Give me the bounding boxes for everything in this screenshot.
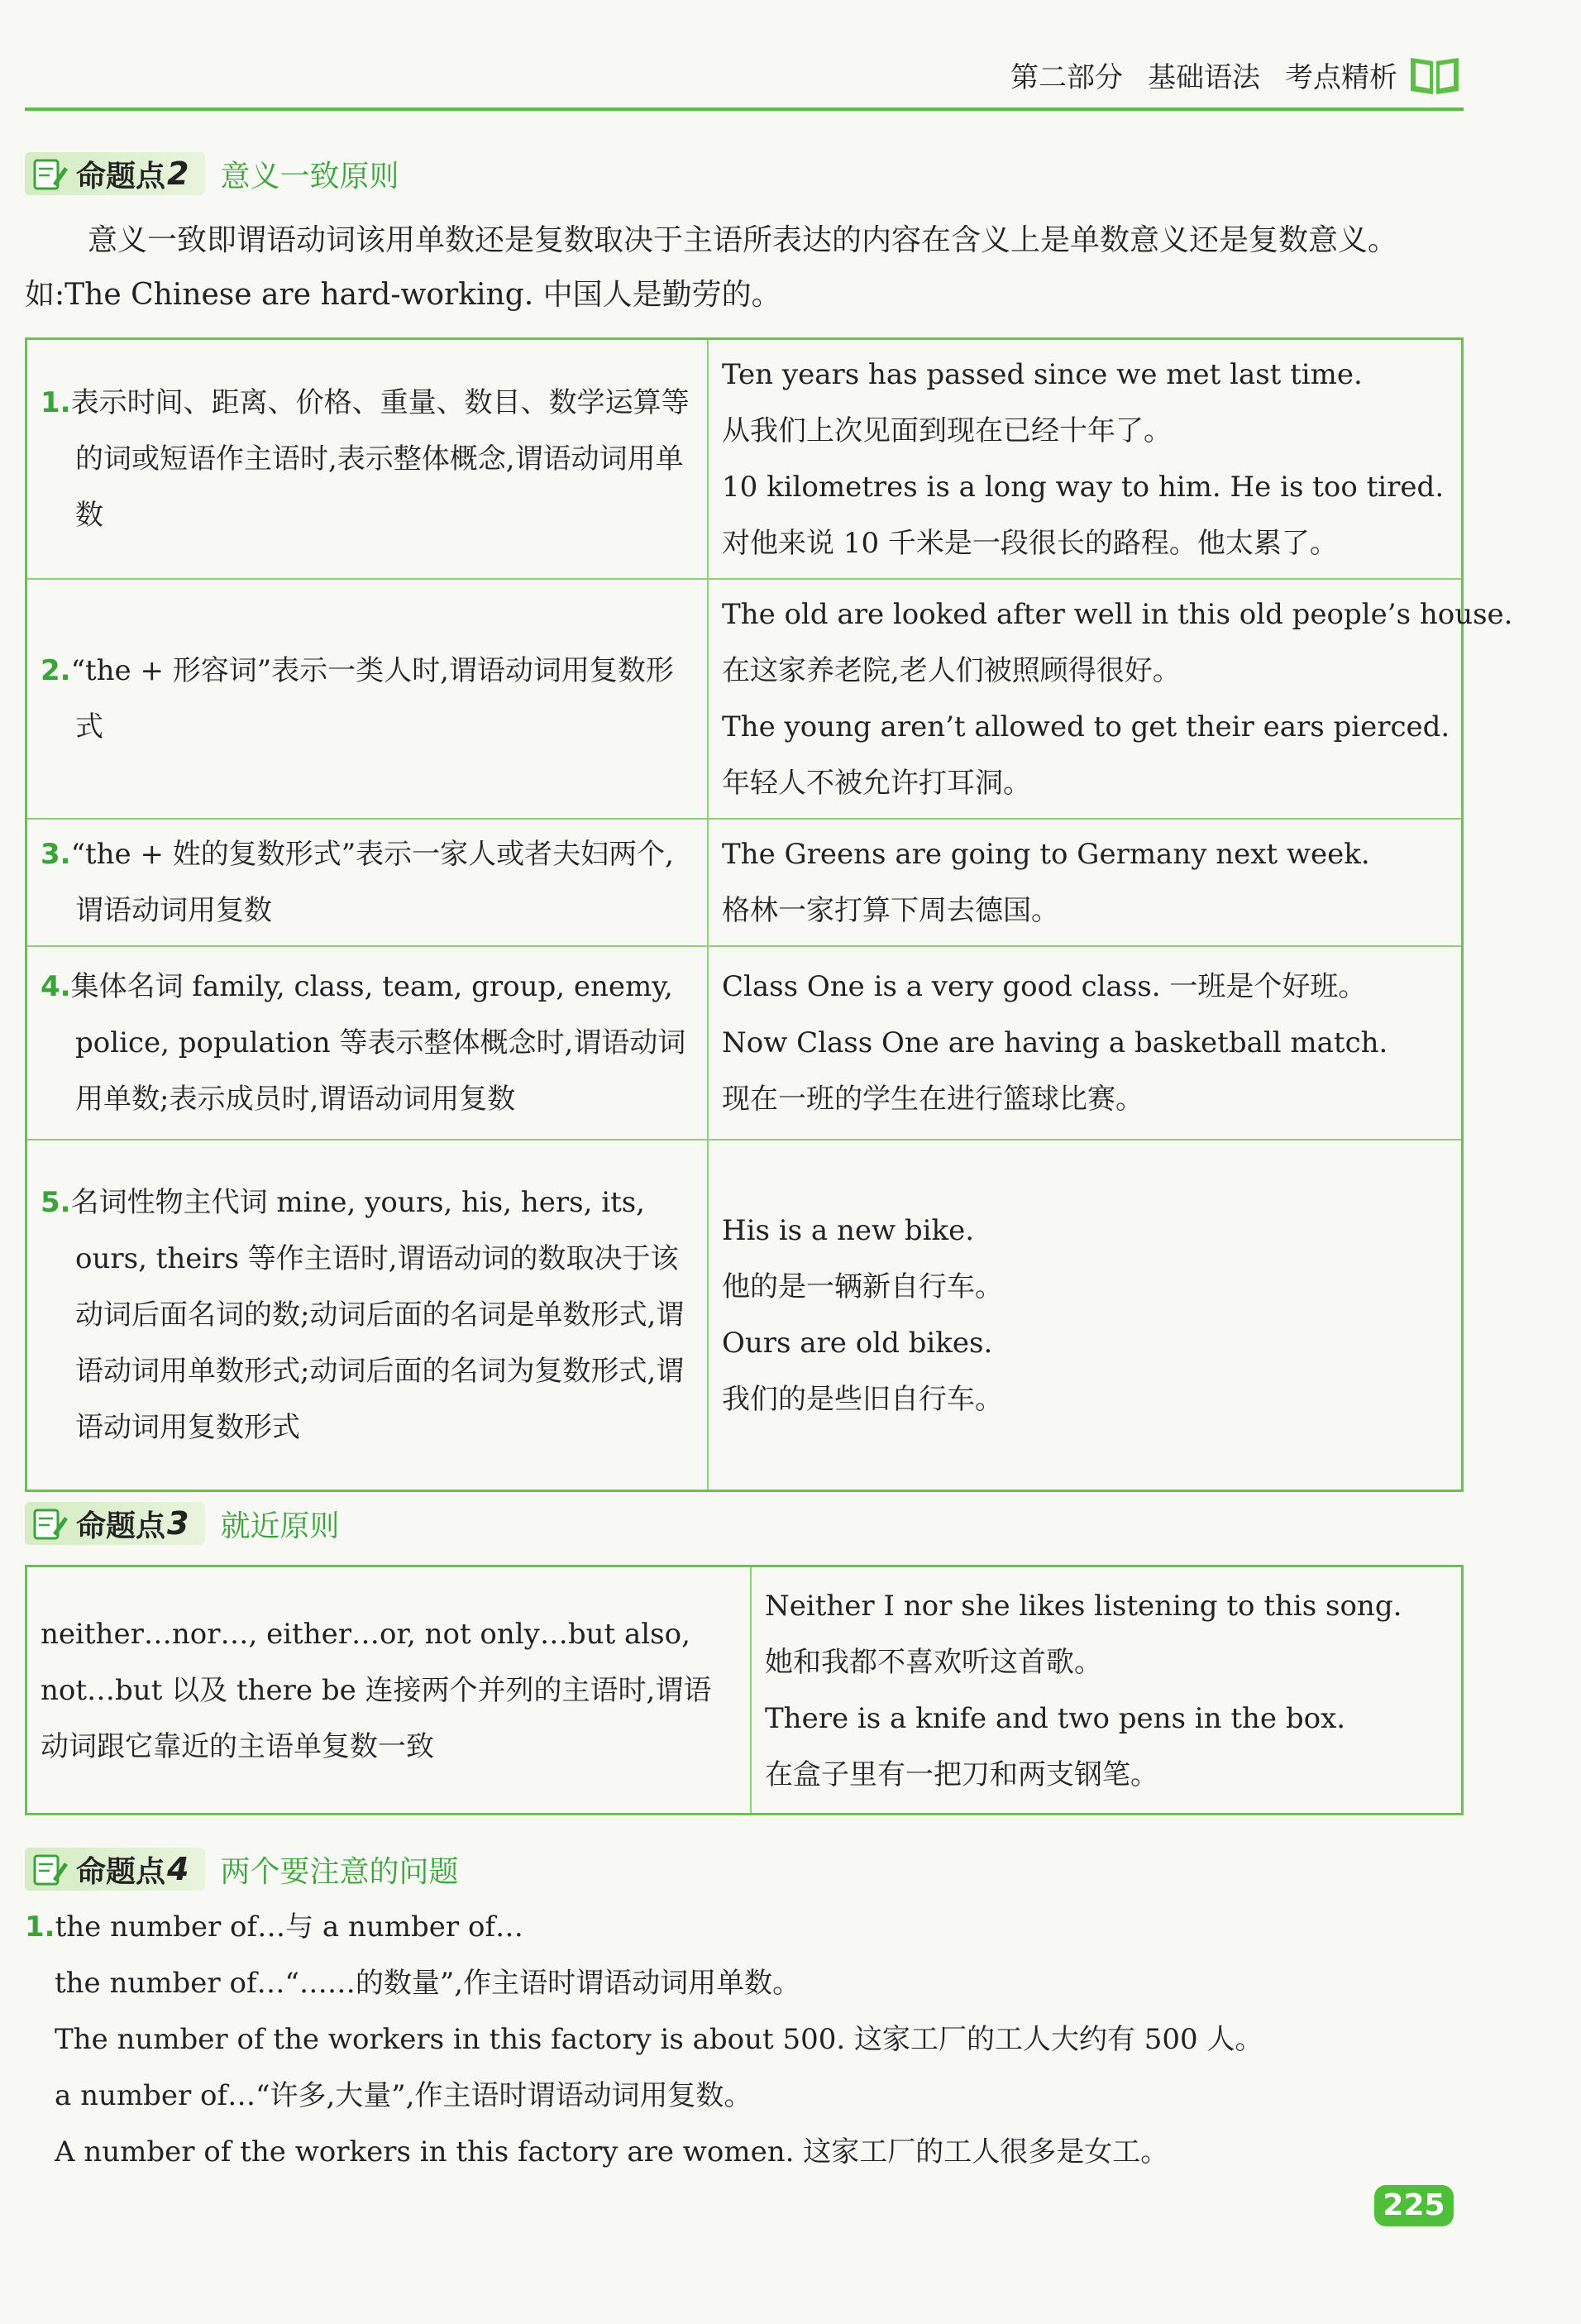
- header-breadcrumb: [1010, 55, 1397, 95]
- section-number: 4: [167, 1851, 189, 1887]
- example-line: There is a knife and two pens in the box.: [765, 1701, 1346, 1735]
- example-line: The old are looked after well in this old people’s house.: [722, 598, 1513, 631]
- header-divider: [25, 108, 1464, 111]
- rule-cell: [26, 339, 709, 580]
- example-line: Ten years has passed since we met last time.: [722, 358, 1363, 391]
- rule-text: 名词性物主代词 mine, yours, his, hers, its, ours, theirs 等作主语时,谓语动词的数取决于该动词后面名词的数;动词后面的名词是单数形式,谓语动词用单数形式;动词后面的名词为复数形式,谓语动词用复数形式: [70, 1185, 685, 1444]
- section-head-2: [25, 149, 399, 198]
- section-label: 命题点: [76, 159, 166, 194]
- section-title: 两个要注意的问题: [220, 1854, 459, 1889]
- section-tag: [25, 1502, 205, 1545]
- rule-number: 4.: [41, 970, 71, 1003]
- rule-cell: [26, 1140, 709, 1490]
- section-title: 意义一致原则: [220, 159, 399, 194]
- example-line: 在盒子里有一把刀和两支钢笔。: [765, 1757, 1158, 1791]
- header-part: 第二部分: [1010, 61, 1123, 94]
- example-line: Neither I nor she likes listening to this song.: [765, 1589, 1402, 1623]
- rule-number: 1.: [41, 386, 71, 419]
- proximity-rule-table: [25, 1565, 1464, 1815]
- example-line: 她和我都不喜欢听这首歌。: [765, 1645, 1102, 1679]
- table-row: [26, 819, 1463, 946]
- table-row: [26, 946, 1463, 1140]
- section-title: 就近原则: [220, 1509, 340, 1543]
- section-tag: [25, 1848, 205, 1891]
- example-line: Now Class One are having a basketball match.: [722, 1026, 1388, 1059]
- section-number: 3: [167, 1505, 189, 1542]
- example-line: Ours are old bikes.: [722, 1326, 993, 1360]
- header-subsection: 考点精析: [1285, 61, 1397, 94]
- running-header: [25, 50, 1464, 109]
- section-label: 命题点: [76, 1854, 166, 1889]
- rule-text: “the + 姓的复数形式”表示一家人或者夫妇两个,谓语动词用复数: [70, 838, 674, 927]
- example-line: His is a new bike.: [722, 1213, 975, 1247]
- page-number: 225: [1374, 2185, 1454, 2226]
- point-heading-text: the number of…与 a number of…: [55, 1910, 524, 1944]
- section-head-3: [25, 1499, 339, 1548]
- rule-cell: [26, 579, 709, 819]
- example-line: 格林一家打算下周去德国。: [722, 894, 1059, 927]
- rule-number: 3.: [41, 838, 71, 871]
- example-cell: [708, 1140, 1463, 1490]
- example-line: The Greens are going to Germany next week.: [722, 838, 1370, 871]
- pencil-note-icon: [30, 1504, 69, 1543]
- section-head-4: [25, 1844, 458, 1894]
- section-label: 命题点: [76, 1509, 166, 1543]
- point4-line: a number of…“许多,大量”,作主语时谓语动词用复数。: [55, 2079, 752, 2112]
- section-number: 2: [167, 155, 189, 192]
- open-book-icon: [1406, 50, 1464, 98]
- intro-paragraph: 意义一致即谓语动词该用单数还是复数取决于主语所表达的内容在含义上是单数意义还是复数意义。如:The Chinese are hard-working. 中国人是勤劳的。: [25, 223, 1398, 312]
- rule-text: 表示时间、距离、价格、重量、数目、数学运算等的词或短语作主语时,表示整体概念,谓语动词用单数: [70, 386, 690, 532]
- rule-text: “the + 形容词”表示一类人时,谓语动词用复数形式: [70, 654, 674, 744]
- table-row: [26, 1140, 1463, 1490]
- example-cell: [708, 946, 1463, 1140]
- example-line: 他的是一辆新自行车。: [722, 1270, 1003, 1303]
- rule-cell: [26, 819, 709, 946]
- example-line: The young aren’t allowed to get their ears pierced.: [722, 710, 1450, 744]
- header-section: 基础语法: [1148, 61, 1260, 94]
- example-line: Class One is a very good class. 一班是个好班。: [722, 970, 1367, 1003]
- example-cell: [708, 579, 1513, 819]
- example-cell: [708, 339, 1463, 580]
- pencil-note-icon: [30, 1849, 69, 1889]
- rule-cell: [26, 1566, 752, 1815]
- point4-line: The number of the workers in this factory is about 500. 这家工厂的工人大约有 500 人。: [55, 2023, 1263, 2056]
- example-line: 10 kilometres is a long way to him. He is too tired.: [722, 471, 1445, 504]
- table-row: [26, 339, 1463, 580]
- table-row: [26, 579, 1463, 819]
- example-line: 现在一班的学生在进行篮球比赛。: [722, 1083, 1144, 1116]
- point-number: 1.: [25, 1910, 55, 1944]
- point4-line: the number of…“……的数量”,作主语时谓语动词用单数。: [55, 1967, 801, 2000]
- rule-text: 集体名词 family, class, team, group, enemy, police, population 等表示整体概念时,谓语动词用单数;表示成员时,谓语动词用复数: [70, 970, 686, 1116]
- section-tag: [25, 152, 205, 195]
- example-cell: [751, 1566, 1463, 1815]
- rule-number: 5.: [41, 1185, 71, 1219]
- pencil-note-icon: [30, 154, 69, 194]
- rule-text: neither…nor…, either…or, not only…but also, not…but 以及 there be 连接两个并列的主语时,谓语动词跟它靠近的主语单复数一致: [41, 1617, 712, 1763]
- example-line: 在这家养老院,老人们被照顾得很好。: [722, 654, 1181, 687]
- point4-line: A number of the workers in this factory are women. 这家工厂的工人很多是女工。: [55, 2135, 1169, 2169]
- agreement-rules-table: [25, 337, 1513, 1492]
- example-line: 对他来说 10 千米是一段很长的路程。他太累了。: [722, 527, 1338, 560]
- example-line: 年轻人不被允许打耳洞。: [722, 767, 1031, 800]
- example-line: 我们的是些旧自行车。: [722, 1382, 1003, 1416]
- example-line: 从我们上次见面到现在已经十年了。: [722, 414, 1172, 447]
- rule-number: 2.: [41, 654, 71, 687]
- table-row: [26, 1566, 1463, 1815]
- point4-heading: [25, 1899, 523, 1955]
- rule-cell: [26, 946, 709, 1140]
- example-cell: [708, 819, 1463, 946]
